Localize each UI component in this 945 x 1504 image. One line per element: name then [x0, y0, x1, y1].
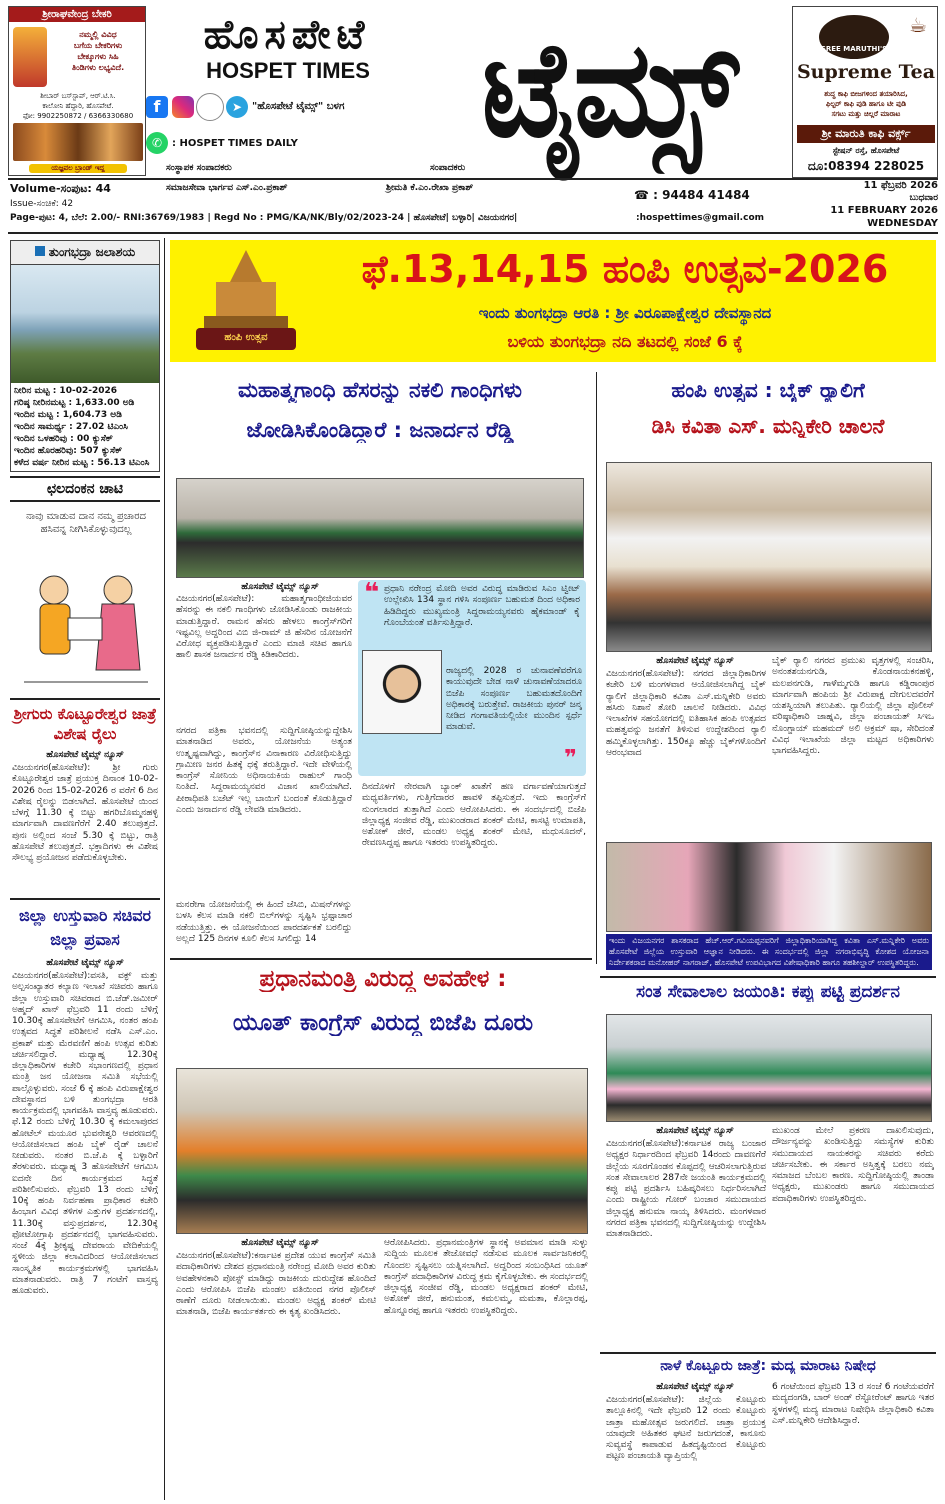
- dam-title-icon: [35, 246, 45, 256]
- story2-body-b: ಆರೋಪಿಸಿದರು. ಪ್ರಧಾನಮಂತ್ರಿಗಳ ಸ್ಥಾನಕ್ಕೆ ಅವಮಾನ ಮಾಡಿ ಸುಳ್ಳು ಸುದ್ದಿಯ ಮೂಲಕ ತೇಜೋವಧೆ ನಡೆಸುವ ಮೂಲಕ ಸಾರ್ವಜನಿಕರಲ್ಲಿ ಗೊಂದಲ ಸೃಷ್ಟಿಸಲು ಯತ್ನಿಸಲಾಗಿದೆ. ಅದ್ದರಿಂದ ಸಂಬಂಧಿಸಿದ ಯೂತ್ ಕಾಂಗ್ರೆಸ್ ಪದಾಧಿಕಾರಿಗಳ ವಿರುದ್ಧ ಕ್ರಮ ಕೈಗೊಳ್ಳಬೇಕು. ಈ ಸಂದರ್ಭದಲ್ಲಿ ಜಿಲ್ಲಾಧ್ಯಕ್ಷ ಸಂಜೀವ ರೆಡ್ಡಿ, ಮಂಡಲ ಅಧ್ಯಕ್ಷರಾದ ಶಂಕರ್ ಮೇಟಿ, ಅಶೋಕ್ ಜೀರೆ, ಹನುಮಂತ, ಕಮಲಮ್ಮ, ಮಮತಾ, ಕೊಲ್ಲಾರಪ್ಪ, ಹೊನ್ನೂರಪ್ಪ ಹಾಗೂ ಇತರರು ಉಪಸ್ಥಿತರಿದ್ದರು.: [384, 1238, 588, 1316]
- quote-close-icon: ❞: [564, 746, 577, 771]
- dam-stat-row: ನೀರಿನ ಮಟ್ಟ : 10-02-2026: [14, 386, 118, 396]
- dam-stat-row: ಗರಿಷ್ಠ ನೀರಿನಮಟ್ಟ : 1,633.00 ಅಡಿ: [14, 398, 135, 408]
- ad-left-line1: ನಮ್ಮಲ್ಲಿ ವಿವಿಧ: [79, 30, 117, 39]
- masthead-english: HOSPET TIMES: [206, 58, 370, 83]
- date-english: 11 FEBRUARY 2026: [830, 205, 938, 216]
- dam-stat-row: ಇಂದಿನ ಒಳಹರಿವು : 00 ಕ್ಯುಸೆಕ್: [14, 434, 113, 444]
- dam-title: [11, 241, 159, 265]
- registration-line: Page-ಪುಟ: 4, ಬೆಲೆ: 2.00/- RNI:36769/1983 | Regd No : PMG/KA/NK/Bly/02/2023-24 | ಹೊಸಪೇಟೆ| ಬಳ್ಳಾರಿ| ವಿಜಯನಗರ|: [10, 213, 518, 223]
- ad-right-line2: ಫಿಲ್ಟರ್ ಕಾಫಿ ಪುಡಿ ಹಾಗೂ ಟೀ ಪುಡಿ: [825, 100, 907, 108]
- social-fb-label: "ಹೊಸಪೇಟೆ ಟೈಮ್ಸ್" ಬಳಗ: [252, 101, 345, 112]
- banner-logo-text: ಹಂಪಿ ಉತ್ಸವ: [224, 332, 268, 343]
- issue: Issue-ಸಂಚಿಕೆ: 42: [10, 199, 74, 209]
- rail-headline: ಶ್ರೀಗುರು ಕೊಟ್ಟೂರೇಶ್ವರ ಜಾತ್ರೆ ವಿಶೇಷ ರೈಲು: [13, 705, 157, 743]
- email[interactable]: :hospettimes@gmail.com: [636, 213, 764, 223]
- ad-left-address1: ಶೀಬಾರ್ ಬಸ್‌ಸ್ಟಾಪ್, ಆರ್.ಟಿ.ಸಿ.: [40, 92, 116, 100]
- story2-body-a: ವಿಜಯನಗರ(ಹೊಸಪೇಟೆ):ಕರ್ನಾಟಕ ಪ್ರದೇಶ ಯುವ ಕಾಂಗ್ರೆಸ್ ಸಮಿತಿ ಪದಾಧಿಕಾರಿಗಳು ದೇಶದ ಪ್ರಧಾನಮಂತ್ರಿ ನರೇಂದ್ರ ಮೋದಿ ಅವರ ಕುರಿತು ಅವಹೇಳನಕಾರಿ ಪೋಸ್ಟ್ ಮಾಡಿದ್ದು ರಾಜಕೀಯ ದುರುದ್ದೇಶ ಹೊಂದಿದೆ ಎಂದು ಆರೋಪಿಸಿ ಬಿಜೆಪಿ ಮಂಡಲ ವತಿಯಿಂದ ನಗರ ಪೊಲೀಸ್ ಠಾಣೆಗೆ ದೂರು ನೀಡಲಾಯಿತು. ಮಂಡಲ ಅಧ್ಯಕ್ಷ ಶಂಕರ್ ಮೇಟಿ ಮಾತನಾಡಿ, ಬಿಜೆಪಿ ಕಾರ್ಯಕರ್ತರು ಈ ಕೃತ್ಯ ಖಂಡಿಸಿದರು.: [176, 1251, 376, 1318]
- story2-headline-2: ಯೂತ್ ಕಾಂಗ್ರೆಸ್ ವಿರುದ್ಧ ಬಿಜೆಪಿ ದೂರು: [232, 1010, 534, 1036]
- cartoon-illustration: [14, 560, 158, 690]
- dam-title-text: ತುಂಗಭದ್ರಾ ಜಲಾಶಯ: [48, 245, 136, 259]
- story1-body-a: ವಿಜಯನಗರ(ಹೊಸಪೇಟೆ): ಮಹಾತ್ಮಗಾಂಧೀಜಿಯವರ ಹೆಸರನ್ನು ಈ ನಕಲಿ ಗಾಂಧಿಗಳು ಜೋಡಿಸಿಕೊಂಡು ರಾಜಕೀಯ ಮಾಡುತ್ತಿದ್ದಾರೆ. ರಾಮನ ಹೆಸರು ಹೇಳಲು ಕಾಂಗ್ರೆಸ್‌ಗರಿಗೆ ಇಷ್ಟವಿಲ್ಲ ಅದ್ದರಿಂದ ವಿಬಿ ಜಿ-ರಾಮ್ ಜಿ ಹೆಸರಿನ ಯೋಜನೆಗೆ ವಿರೋಧ ವ್ಯಕ್ತಪಡಿಸುತ್ತಿದ್ದಾರೆ ಎಂದು ಮಾಜಿ ಸಚಿವ ಹಾಗೂ ಹಾಲಿ ಶಾಸಕ ಜನಾರ್ದನ ರೆಡ್ಡಿ ಕಿಡಿಕಾರಿದರು.: [176, 594, 352, 661]
- story3-body-a: ವಿಜಯನಗರ(ಹೊಸಪೇಟೆ): ನಗರದ ಜಿಲ್ಲಾಧಿಕಾರಿಗಳ ಕಚೇರಿ ಬಳಿ ಮಂಗಳವಾರ ಆಯೋಜಿಸಲಾಗಿದ್ದ ಬೈಕ್ ರ‍್ಯಾಲಿಗೆ ಜಿಲ್ಲಾಧಿಕಾರಿ ಕವಿತಾ ಎಸ್.ಮನ್ನಿಕೇರಿ ಅವರು ಹಸಿರು ನಿಶಾನೆ ತೋರಿ ಚಾಲನೆ ನೀಡಿದರು. ವಿವಿಧ ಇಲಾಖೆಗಳ ಸಹಯೋಗದಲ್ಲಿ ಐತಿಹಾಸಿಕ ಹಂಪಿ ಉತ್ಸವದ ಮಹತ್ವವನ್ನು ಜನತೆಗೆ ತಿಳಿಸುವ ಉದ್ದೇಶದಿಂದ ರ‍್ಯಾಲಿ ಹಮ್ಮಿಕೊಳ್ಳಲಾಗಿತ್ತು. 150ಕ್ಕೂ ಹೆಚ್ಚು ಬೈಕ್‌ಗಳೊಂದಿಗೆ ಆರಂಭವಾದ: [606, 669, 766, 758]
- story1-headline-2: ಜೋಡಿಸಿಕೊಂಡಿದ್ದಾರೆ : ಜನಾರ್ದನ ರೆಡ್ಡಿ: [246, 418, 514, 442]
- dam-box: [10, 240, 160, 472]
- ad-left-brand: ಯಜ್ಞವಲ ಬ್ರಾಂಡ್ ಇದ್ದ: [29, 164, 127, 173]
- story2-byline: ಹೊಸಪೇಟೆ ಟೈಮ್ಸ್ ನ್ಯೂಸ್: [241, 1238, 319, 1248]
- story4-press-photo: [606, 1014, 932, 1122]
- story1-body-b: ನಗರದ ಪತ್ರಿಕಾ ಭವನದಲ್ಲಿ ಸುದ್ದಿಗೋಷ್ಠಿಯನ್ನುದ್ದೇಶಿಸಿ ಮಾತನಾಡಿದ ಅವರು, ಯೋಜನೆಯ ಅತ್ಯಂತ ಉತ್ಕೃಷ್ಟವಾಗಿದ್ದು, ಕಾಂಗ್ರೆಸ್‌ನ ವಿನಾಕಾರಣ ವಿರೋಧಿಸುತ್ತಿದ್ದು ಗ್ರಾಮೀಣ ಜನರ ಹಿತಕ್ಕೆ ಧಕ್ಕೆ ತರುತ್ತಿದ್ದಾರೆ. ಇದೇ ವೇಳೆಯಲ್ಲಿ ಕಾಂಗ್ರೆಸ್ ಸೋನಿಯ ಅಧಿನಾಯಕಿಯ ರಾಹುಲ್‌ ಗಾಂಧಿ ನಿಂತಿದೆ. ಸಿದ್ದರಾಮಯ್ಯನವರ ವಿಜಾನ ಖಾಲಿಯಾಗಿದೆ. ಪೀಠಾಧಿಪತಿ ಬಜೆಟ್ ಇಲ್ಲ ಬಾಯಿಗೆ ಬಂದಂತೆ ಕೊಡುತ್ತಿದ್ದಾರೆ ಎಂದು ಜನಾರ್ದನ ರೆಡ್ಡಿ ಲೇವಡಿ ಮಾಡಿದರು.: [176, 726, 352, 815]
- telegram-icon[interactable]: ➤: [226, 96, 248, 118]
- facebook-icon[interactable]: f: [146, 96, 168, 118]
- ad-left-bakery[interactable]: [8, 6, 146, 176]
- story1-headline-1: ಮಹಾತ್ಮಗಾಂಧಿ ಹೆಸರನ್ನು ನಕಲಿ ಗಾಂಧಿಗಳು: [238, 378, 522, 402]
- quote-mark-icon: ❝: [364, 580, 380, 608]
- ad-right-brand: Supreme Tea: [796, 61, 936, 83]
- story3-headline-1: ಹಂಪಿ ಉತ್ಸವ : ಬೈಕ್ ರ‍್ಯಾಲಿಗೆ: [671, 378, 865, 402]
- hampi-utsav-logo: [186, 246, 306, 356]
- story1-press-photo: [176, 478, 584, 578]
- ad-right-tea[interactable]: [792, 6, 938, 178]
- bakery-products-image: [13, 123, 143, 161]
- ad-left-address2: ಕಾಲೋನಿ ಹೆದ್ದಾರಿ, ಹೊಸಪೇಟೆ.: [42, 102, 114, 110]
- founder-name: ಸಮಾಜಸೇವಾ ಭಾರ್ಗವ ಎಸ್.ಎಂ.ಪ್ರಕಾಶ್: [166, 183, 288, 193]
- date-kannada: 11 ಫೆಬ್ರವರಿ 2026: [863, 180, 938, 191]
- visit-body: ವಿಜಯನಗರ(ಹೊಸಪೇಟೆ):ವಸತಿ, ವಕ್ಫ್ ಮತ್ತು ಅಲ್ಪಸಂಖ್ಯಾತರ ಕಲ್ಯಾಣ ಇಲಾಖೆ ಸಚಿವರು ಹಾಗೂ ಜಿಲ್ಲಾ ಉಸ್ತುವಾರಿ ಸಚಿವರಾದ ಬಿ.ಜೆಡ್.ಜಮೀರ್ ಅಹ್ಮದ್ ಖಾನ್ ಫೆಬ್ರವರಿ 11 ರಂದು ಬೆಳಿಗ್ಗೆ 10.30ಕ್ಕೆ ಹೊಸಪೇಟೆಗೆ ಆಗಮಿಸಿ, ನಂತರ ಹಂಪಿ ಉತ್ಸವದ ಸಿದ್ಧತೆ ಪರಿಶೀಲನೆ ನಡೆಸಿ ಎಸ್.ಎಂ. ಪ್ರಕಾಶ್ ಮತ್ತು ಮೆರವಣಿಗೆ ಹಂಪಿ ಉತ್ಸವ ಕುರಿತು ಚರ್ಚಿಸಲಿದ್ದಾರೆ. ಮಧ್ಯಾಹ್ನ 12.30ಕ್ಕೆ ಜಿಲ್ಲಾಧಿಕಾರಿಗಳ ಕಚೇರಿ ಸಭಾಂಗಣದಲ್ಲಿ ಪ್ರಧಾನ ಮಂತ್ರಿ ಜನ ಯೋಜನಾ ಸಮಿತಿ ಸಭೆಯಲ್ಲಿ ಪಾಲ್ಗೊಳ್ಳುವರು. ಸಂಜೆ 6 ಕ್ಕೆ ಹಂಪಿ ವಿರುಪಾಕ್ಷೇಶ್ವರ ದೇವಸ್ಥಾನದ ಬಳಿ ತುಂಗಭದ್ರಾ ಆರತಿ ಕಾರ್ಯಕ್ರಮದಲ್ಲಿ ಭಾಗವಹಿಸಿ ವಾಸ್ತವ್ಯ ಹೂಡುವರು. ಫೆ.12 ರಂದು ಬೆಳಿಗ್ಗೆ 10.30 ಕ್ಕೆ ಕಮಲಾಪುರದ ಹೋಟೆಲ್ ಮಯೂರ ಭುವನೇಶ್ವರಿ ಆವರಣದಲ್ಲಿ ಆಯೋಜಿಸಲಾದ ಹಂಪಿ ಬೈಕ್ ರೈಡ್ ಚಾಲನೆ ನೀಡುವರು. ನಂತರ ಬಿ.ಜೆ.ಪಿ ಕ್ಕೆ ಬಳ್ಳಾರಿಗೆ ತೆರಳುವರು. ಮಧ್ಯಾಹ್ನ 3 ಹೊಸಪೇಟೆಗೆ ಆಗಮಿಸಿ ಐದನೇ ದಿನ ಕಾರ್ಯಕ್ರಮದ ಸಿದ್ಧತೆ ಪರಿಶೀಲಿಸುವರು. ಫೆಬ್ರವರಿ 13 ರಂದು ಬೆಳಿಗ್ಗೆ 10ಕ್ಕೆ ಹಂಪಿ ನಿರ್ವಹಣಾ ಪ್ರಾಧಿಕಾರ ಕಚೇರಿ ಹಿಂಭಾಗ ವಿವಿಧ ತಳಿಗಳ ಎತ್ತುಗಳ ಪ್ರದರ್ಶನದಲ್ಲಿ, 11.30ಕ್ಕೆ ವಸ್ತುಪ್ರದರ್ಶನ, 12.30ಕ್ಕೆ ಫೋಟೋಗ್ರಾಫಿ ಪ್ರದರ್ಶನದಲ್ಲಿ ಭಾಗವಹಿಸುವರು. ಸಂಜೆ 4ಕ್ಕೆ ಶ್ರೀಕೃಷ್ಣ ದೇವರಾಯ ವೇದಿಕೆಯಲ್ಲಿ ಸ್ಥಳೀಯ ಜಿಲ್ಲಾ ಕಲಾವಿದರಿಂದ ಆಯೋಜಿಸಲಾದ ಸಾಂಸ್ಕೃತಿಕ ಕಾರ್ಯಕ್ರಮಗಳಲ್ಲಿ ಭಾಗವಹಿಸಿ ಮಾತನಾಡುವರು. ರಾತ್ರಿ 7 ಗಂಟೆಗೆ ವಾಸ್ತವ್ಯ ಹೂಡುವರು.: [12, 971, 158, 1296]
- dam-stat-row: ಕಳೆದ ವರ್ಷ ನೀರಿನ ಮಟ್ಟ : 56.13 ಟಿಎಂಸಿ: [14, 458, 150, 468]
- story1-byline: ಹೊಸಪೇಟೆ ಟೈಮ್ಸ್ ನ್ಯೂಸ್: [241, 582, 319, 592]
- social-wa-label: : HOSPET TIMES DAILY: [172, 138, 298, 149]
- story3-caption: ಇಂದು ವಿಜಯನಗರ ಶಾಸಕರಾದ ಹೆಚ್.ಆರ್.ಗವಿಯಪ್ಪನವರಿಗೆ ಜಿಲ್ಲಾಧಿಕಾರಿಯಾಗಿದ್ದ ಕವಿತಾ ಎಸ್.ಮನ್ನಿಕೇರಿ ಅವರು ಹೊಸಪೇಟೆ ಜಿಲ್ಲೆಯ ಉಸ್ತುವಾರಿ ಆಜ್ಞಾನ ನೀಡಿದರು. ಈ ಸಂದರ್ಭದಲ್ಲಿ ಜಿಲ್ಲಾ ನಗರಾಭಿವೃದ್ಧಿ ಕೋಶದ ಯೋಜನಾ ನಿರ್ದೇಶಕರಾದ ಮನೋಹರ್ ನಾಗರಾಜ್, ಹೊಸಪೇಟೆ ಉಪವಿಭಾಗದ ವಿಶೇಷಾಧಿಕಾರಿ ಹಾಗೂ ತಹಶೀಲ್ದಾರ್ ಉಪಸ್ಥಿತರಿದ್ದರು.: [606, 934, 932, 970]
- banner-line2: ಬಳಿಯ ತುಂಗಭದ್ರಾ ನದಿ ತಟದಲ್ಲಿ ಸಂಜೆ 6 ಕ್ಕೆ: [507, 332, 743, 351]
- story1-quote-box: [358, 580, 586, 776]
- instagram-icon[interactable]: [172, 96, 194, 118]
- story3-bike-rally-photo: [606, 462, 932, 652]
- story1-quote: ಪ್ರಧಾನಿ ನರೇಂದ್ರ ಮೋದಿ ಅವರ ವಿರುದ್ಧ ಮಾಡಿರುವ ಸಿಎಂ ಟ್ವೀಟ್ ಉಲ್ಲೇಖಿಸಿ 134 ಸ್ಥಾನ ಗಳಿಸಿ ಸಂಪೂರ್ಣ ಬಹುಮತ ದಿಂದ ಅಧಿಕಾರ ಹಿಡಿದಿದ್ದರು ಮುಖ್ಯಮಂತ್ರಿ ಸಿದ್ದರಾಮಯ್ಯನವರು ಹೈಕಮಾಂಡ್‌ ಕೈ ಗೊಂಬೆಯಂತೆ ವರ್ತಿಸುತ್ತಿದ್ದಾರೆ.: [384, 584, 580, 628]
- dam-stats: [11, 383, 159, 471]
- logo-icon: [196, 93, 224, 121]
- ad-right-line3: ಸಗಟು ಮತ್ತು ಚಿಲ್ಲರೆ ಮಾರಾಟ: [831, 110, 901, 118]
- ad-left-line3: ಬೇಕ್ಕೂಗಳು ಸಿಹಿ: [77, 52, 119, 61]
- story5-body-a: ವಿಜಯನಗರ(ಹೊಸಪೇಟೆ): ಜಿಲ್ಲೆಯ ಕೊಟ್ಟೂರು ತಾಲ್ಲೂಕಿನಲ್ಲಿ ಇದೇ ಫೆಬ್ರವರಿ 12 ರಂದು ಕೊಟ್ಟೂರು ಜಾತ್ರಾ ಮಹೋತ್ಸವ ಜರುಗಲಿದೆ. ಜಾತ್ರಾ ಪ್ರಯುಕ್ತ ಯಾವುದೇ ಅಹಿತಕರ ಘಟನೆ ಜರುಗದಂತೆ, ಕಾನೂನು ಸುವ್ಯವಸ್ಥೆ ಕಾಪಾಡುವ ಹಿತದೃಷ್ಟಿಯಿಂದ ಕೊಟ್ಟೂರು ಪಟ್ಟಣ ಪಂಚಾಯತಿ ವ್ಯಾಪ್ತಿಯಲ್ಲಿ: [606, 1395, 766, 1462]
- ad-right-phone: ದೂ:08394 228025: [807, 159, 925, 173]
- story1-body-d: ರಾಜ್ಯದಲ್ಲಿ 2028 ರ ಚುನಾವಣೆವರೆಗೂ ಕಾಯುವುದೇ ಬೇಡ ನಾಳೆ ಚುನಾವಣೆಯಾದರೂ ಬಿಜೆಪಿ ಸಂಪೂರ್ಣ ಬಹುಮತದೊಂದಿಗೆ ಅಧಿಕಾರಕ್ಕೆ ಬರುತ್ತೇವೆ. ರಾಜಕೀಯ ಪುನರ್ ಜನ್ಮ ನೀಡಿದ ಗಂಗಾವತಿಯಲ್ಲಿಯೇ ಮುಂದಿನ ಸ್ಪರ್ಧೆ ಮಾಡುವೆ.: [446, 666, 582, 733]
- story4-body-a: ವಿಜಯನಗರ(ಹೊಸಪೇಟೆ):ಕರ್ನಾಟಕ ರಾಜ್ಯ ಬಂಜಾರ ಅಧ್ಯಕ್ಷರ ನಿರ್ಧಾರದಿಂದ ಫೆಬ್ರವರಿ 14ರಂದು ದಾವಣಗೆರೆ ಜಿಲ್ಲೆಯ ಸೂರಗೊಂಡನ ಕೊಪ್ಪದಲ್ಲಿ ಆಚರಿಸಲಾಗುತ್ತಿರುವ ಸಂತ ಸೇವಾಲಾಲರ 287ನೇ ಜಯಂತಿ ಕಾರ್ಯಕ್ರಮದಲ್ಲಿ ಕಪ್ಪು ಪಟ್ಟಿ ಪ್ರದರ್ಶಿಸಿ ಬಹಿಷ್ಕರಿಸಲು ನಿರ್ಧರಿಸಲಾಗಿದೆ ಎಂದು ರಾಷ್ಟ್ರೀಯ ಗೋರ್ ಬಂಜಾರ ಸಮುದಾಯದ ಜಿಲ್ಲಾಧ್ಯಕ್ಷ ಹನುಮಾ ನಾಯ್ಕ ತಿಳಿಸಿದರು. ಮಂಗಳವಾರ ನಗರದ ಪತ್ರಿಕಾ ಭವನದಲ್ಲಿ ಸುದ್ದಿಗೋಷ್ಠಿಯನ್ನು ಉದ್ದೇಶಿಸಿ ಮಾತನಾಡಿದರು.: [606, 1139, 766, 1239]
- story3-body-b: ಬೈಕ್ ರ‍್ಯಾಲಿ ನಗರದ ಪ್ರಮುಖ ವೃತ್ತಗಳಲ್ಲಿ ಸಂಚರಿಸಿ, ಅನಂತಶಯನಗುಡಿ, ಕೊಂಡನಾಯಕನಹಳ್ಳಿ, ಮಲಪನಗುಡಿ, ಗಾಳೆಮ್ಮಗುಡಿ ಹಾಗೂ ಕಡ್ಡಿರಾಂಪುರ ಮಾರ್ಗವಾಗಿ ಹಂಪಿಯ ಶ್ರೀ ವಿರುಪಾಕ್ಷ ದೇಗುಲದವರೆಗೆ ಯಶಸ್ವಿಯಾಗಿ ತಲುಪಿತು. ರ‍್ಯಾಲಿಯಲ್ಲಿ ಜಿಲ್ಲಾ ಪೊಲೀಸ್ ವರಿಷ್ಠಾಧಿಕಾರಿ ಜಾಹ್ನವಿ, ಜಿಲ್ಲಾ ಪಂಚಾಯತ್ ಸಿಇಒ ನೊಂಗ್ಜಾಯ್ ಮಹಮದ್ ಅಲಿ ಅಕ್ರಮ್ ಷಾ, ಸೇರಿದಂತೆ ವಿವಿಧ ಇಲಾಖೆಯ ಜಿಲ್ಲಾ ಮಟ್ಟದ ಅಧಿಕಾರಿಗಳು ಭಾಗವಹಿಸಿದ್ದರು.: [772, 656, 934, 756]
- dam-stat-row: ಇಂದಿನ ಸಾಮರ್ಥ್ಯ : 27.02 ಟಿಎಂಸಿ: [14, 422, 128, 432]
- story2-protest-photo: [176, 1068, 588, 1234]
- ad-right-brand-small: SREE MARUTHI'S: [820, 45, 888, 53]
- masthead-phone: ☎ : 94484 41484: [634, 188, 750, 202]
- story5-headline: ನಾಳೆ ಕೊಟ್ಟೂರು ಜಾತ್ರೆ: ಮದ್ಯ ಮಾರಾಟ ನಿಷೇಧ: [660, 1358, 876, 1374]
- dam-stat-row: ಇಂದಿನ ಹೊರಹರಿವು: 507 ಕ್ಯುಸೆಕ್: [14, 446, 123, 456]
- tea-cup-icon: ☕: [909, 13, 927, 37]
- cartoon-caption: ನಾವು ಮಾಡುವ ದಾನ ನಮ್ಮ ಪ್ರಚಾರದ ಹಸಿವನ್ನ ನೀಗಿಸಿಕೊಳ್ಳುವುದಲ್ಲ: [26, 511, 146, 535]
- founder-label: ಸಂಸ್ಥಾಪಕ ಸಂಪಾದಕರು: [166, 163, 232, 173]
- story3-officials-photo: [606, 842, 932, 932]
- volume: Volume-ಸಂಪುಟ: 44: [10, 182, 111, 195]
- rail-byline: ಹೊಸಪೇಟೆ ಟೈಮ್ಸ್ ನ್ಯೂಸ್: [46, 750, 124, 760]
- ad-left-phone: ಫೋ: 9902250872 / 6366330680: [22, 112, 134, 120]
- editor-label: ಸಂಪಾದಕರು: [430, 163, 466, 173]
- masthead-big-title: ಟೈಮ್ಸ್: [481, 13, 735, 167]
- visit-byline: ಹೊಸಪೇಟೆ ಟೈಮ್ಸ್ ನ್ಯೂಸ್: [46, 958, 124, 968]
- day-english: WEDNESDAY: [867, 218, 938, 229]
- ad-left-title: ಶ್ರೀರಾಘವೇಂದ್ರ ಬೇಕರಿ: [9, 7, 145, 22]
- editor-name: ಶ್ರೀಮತಿ ಕೆ.ಎಂ.ರೇಖಾ ಪ್ರಕಾಶ್: [386, 183, 474, 193]
- story3-byline: ಹೊಸಪೇಟೆ ಟೈಮ್ಸ್ ನ್ಯೂಸ್: [656, 656, 734, 666]
- story3-headline-2: ಡಿಸಿ ಕವಿತಾ ಎಸ್. ಮನ್ನಿಕೇರಿ ಚಾಲನೆ: [651, 414, 885, 438]
- hampi-banner[interactable]: [170, 240, 936, 362]
- story5-byline: ಹೊಸಪೇಟೆ ಟೈಮ್ಸ್ ನ್ಯೂಸ್: [656, 1382, 734, 1392]
- ad-right-line1: ಶುದ್ಧ ಕಾಫಿ ಬೀಜಗಳಿಂದ ತಯಾರಿಸಿದ,: [824, 90, 908, 98]
- day-kannada: ಬುಧವಾರ: [909, 193, 938, 203]
- story4-byline: ಹೊಸಪೇಟೆ ಟೈಮ್ಸ್ ನ್ಯೂಸ್: [656, 1126, 734, 1136]
- banner-line1: ಇಂದು ತುಂಗಭದ್ರಾ ಆರತಿ : ಶ್ರೀ ವಿರೂಪಾಕ್ಷೇಶ್ವರ ದೇವಸ್ಥಾನದ: [478, 304, 772, 322]
- banner-title: ಫೆ.13,14,15 ಹಂಪಿ ಉತ್ಸವ-2026: [361, 247, 889, 291]
- story1-body-c: ಮನರೇಗಾ ಯೋಜನೆಯಲ್ಲಿ ಈ ಹಿಂದೆ ಜೆಸಿಬಿ, ಮಿಷನ್‌ಗಳನ್ನು ಬಳಸಿ ಕೆಲಸ ಮಾಡಿ ನಕಲಿ ಬಿಲ್‌ಗಳನ್ನು ಸೃಷ್ಟಿಸಿ ಭ್ರಷ್ಟಾಚಾರ ನಡೆಯುತ್ತಿತ್ತು. ಈ ಯೋಜನೆಯಿಂದ ಪಾರದರ್ಶಕತೆ ಬರಲಿದ್ದು ಅಲ್ಲದೆ 125 ದಿನಗಳ ಕೂಲಿ ಕೆಲಸ ಸಿಗಲಿದ್ದು 14: [176, 900, 352, 944]
- rail-body: ವಿಜಯನಗರ(ಹೊಸಪೇಟೆ): ಶ್ರೀ ಗುರು ಕೊಟ್ಟೂರೇಶ್ವರ ಜಾತ್ರೆ ಪ್ರಯುಕ್ತ ದಿನಾಂಕ 10-02-2026 ರಿಂದ 15-02-2026 ರ ವರೆಗೆ 6 ದಿನ ವಿಶೇಷ ರೈಲನ್ನು ಬಿಡಲಾಗಿದೆ. ಹೊಸಪೇಟೆ ಯಿಂದ ಬೆಳಗ್ಗೆ 11.30 ಕ್ಕೆ ಬಿಟ್ಟು ಹಗರಿಬೊಮ್ಮನಹಳ್ಳಿ ಮಾರ್ಗವಾಗಿ ದಾವಣಗೆರೆಗೆ 2.40 ತಲುಪುತ್ತದೆ. ಪುನಃ ಅಲ್ಲಿಂದ ಸಂಜೆ 5.30 ಕ್ಕೆ ಬಿಟ್ಟು, ರಾತ್ರಿ ಹೊಸಪೇಟೆ ತಲುಪುತ್ತದೆ. ಭಕ್ತಾದಿಗಳು ಈ ವಿಶೇಷ ಸೌಲಭ್ಯ ಪ್ರಯೋಜನ ಪಡೆದುಕೊಳ್ಳಬೇಕು.: [12, 763, 158, 863]
- ad-right-address: ಸ್ಟೇಷನ್ ರಸ್ತೆ, ಹೊಸಪೇಟೆ: [832, 146, 900, 155]
- story4-headline: ಸಂತ ಸೇವಾಲಾಲ ಜಯಂತಿ: ಕಪ್ಪು ಪಟ್ಟಿ ಪ್ರದರ್ಶನ: [636, 982, 900, 1002]
- masthead-kannada-top: ಹೊಸಪೇಟೆ: [203, 12, 371, 58]
- ad-left-line2: ಬಗೆಯ ಬೇಕರಿಗಳು: [73, 41, 123, 50]
- dam-photo: [11, 265, 159, 383]
- story5-body-b: 6 ಗಂಟೆಯಿಂದ ಫೆಬ್ರವರಿ 13 ರ ಸಂಜೆ 6 ಗಂಟೆಯವರೆಗೆ ಮದ್ಯದಂಗಡಿ, ಬಾರ್ ಅಂಡ್ ರೆಸ್ಟೋರೆಂಟ್ ಹಾಗೂ ಇತರ ಸ್ಥಳಗಳಲ್ಲಿ ಮದ್ಯ ಮಾರಾಟ ನಿಷೇಧಿಸಿ ಜಿಲ್ಲಾಧಿಕಾರಿ ಕವಿತಾ ಎಸ್.ಮನ್ನಿಕೇರಿ ಆದೇಶಿಸಿದ್ದಾರೆ.: [772, 1382, 934, 1426]
- cartoon-title: ಛಲದಂಕನ ಚಾಟಿ: [10, 476, 160, 502]
- deity-image: [13, 27, 47, 87]
- ad-left-line4: ತಿಂಡಿಗಳು ಲಭ್ಯವಿದೆ.: [71, 63, 125, 72]
- visit-headline: ಜಿಲ್ಲಾ ಉಸ್ತುವಾರಿ ಸಚಿವರ ಜಿಲ್ಲಾ ಪ್ರವಾಸ: [19, 906, 151, 949]
- dam-stat-row: ಇಂದಿನ ಮಟ್ಟ : 1,604.73 ಅಡಿ: [14, 410, 122, 420]
- ad-right-shop: ಶ್ರೀ ಮಾರುತಿ ಕಾಫಿ ವರ್ಕ್ಸ್: [797, 125, 935, 143]
- whatsapp-icon[interactable]: ✆: [146, 132, 168, 154]
- story1-body-e: ದಿನದೊಳಗೆ ನೇರವಾಗಿ ಬ್ಯಾಂಕ್ ಖಾತೆಗೆ ಹಣ ವರ್ಗಾವಣೆಯಾಗುತ್ತದೆ ಮಧ್ಯವರ್ತಿಗಳು, ಗುತ್ತಿಗೆದಾರರ ಹಾವಳಿ ತಪ್ಪಿಸುತ್ತದೆ. ಇದು ಕಾಂಗ್ರೆಸ್‌ಗೆ ನುಂಗಲಾರದ ತುತ್ತಾಗಿದೆ ಎಂದು ಆರೋಪಿಸಿದರು. ಈ ಸಂದರ್ಭದಲ್ಲಿ ಬಿಜೆಪಿ ಜಿಲ್ಲಾಧ್ಯಕ್ಷ ಸಂಜೀವ ರೆಡ್ಡಿ, ಮುಖಂಡರಾದ ಶಂಕರ್ ಮೇಟಿ, ಕಾಸಟ್ಟಿ ಉಮಾಪತಿ, ಅಶೋಕ್ ಜೀರೆ, ಮಂಡಲ ಅಧ್ಯಕ್ಷ ಶಂಕರ್ ಮೇಟಿ, ಮಧುಸೂದನ್, ರೇವಣಸಿದ್ದಪ್ಪ ಹಾಗೂ ಇತರರು ಉಪಸ್ಥಿತರಿದ್ದರು.: [362, 782, 586, 849]
- story2-headline-1: ಪ್ರಧಾನಮಂತ್ರಿ ವಿರುದ್ಧ ಅವಹೇಳ :: [259, 966, 507, 992]
- story4-body-b: ಮುಖಂಡ ಮೇಲೆ ಪ್ರಕರಣ ದಾಖಲಿಸುವುದು, ದೌರ್ಜನ್ಯವನ್ನು ಖಂಡಿಸುತ್ತಿದ್ದು ಸಮಸ್ಯೆಗಳ ಕುರಿತು ಸಮುದಾಯದ ನಾಯಕರನ್ನು ಸಚಿವರು ಕರೆದು ಚರ್ಚಿಸಬೇಕು. ಈ ಸರ್ಕಾರ ಅಸ್ತಿತ್ವಕ್ಕೆ ಬರಲು ನಮ್ಮ ಸಮಾಜದ ಬೆಂಬಲ ಕಾರಣ. ಸುದ್ದಿಗೋಷ್ಠಿಯಲ್ಲಿ ತಾಂಡಾ ಅಧ್ಯಕ್ಷರು, ಮುಖಂಡರು ಹಾಗೂ ಸಮುದಾಯದ ಪದಾಧಿಕಾರಿಗಳು ಉಪಸ್ಥಿತರಿದ್ದರು.: [772, 1126, 934, 1204]
- reddy-portrait-photo: [362, 650, 442, 734]
